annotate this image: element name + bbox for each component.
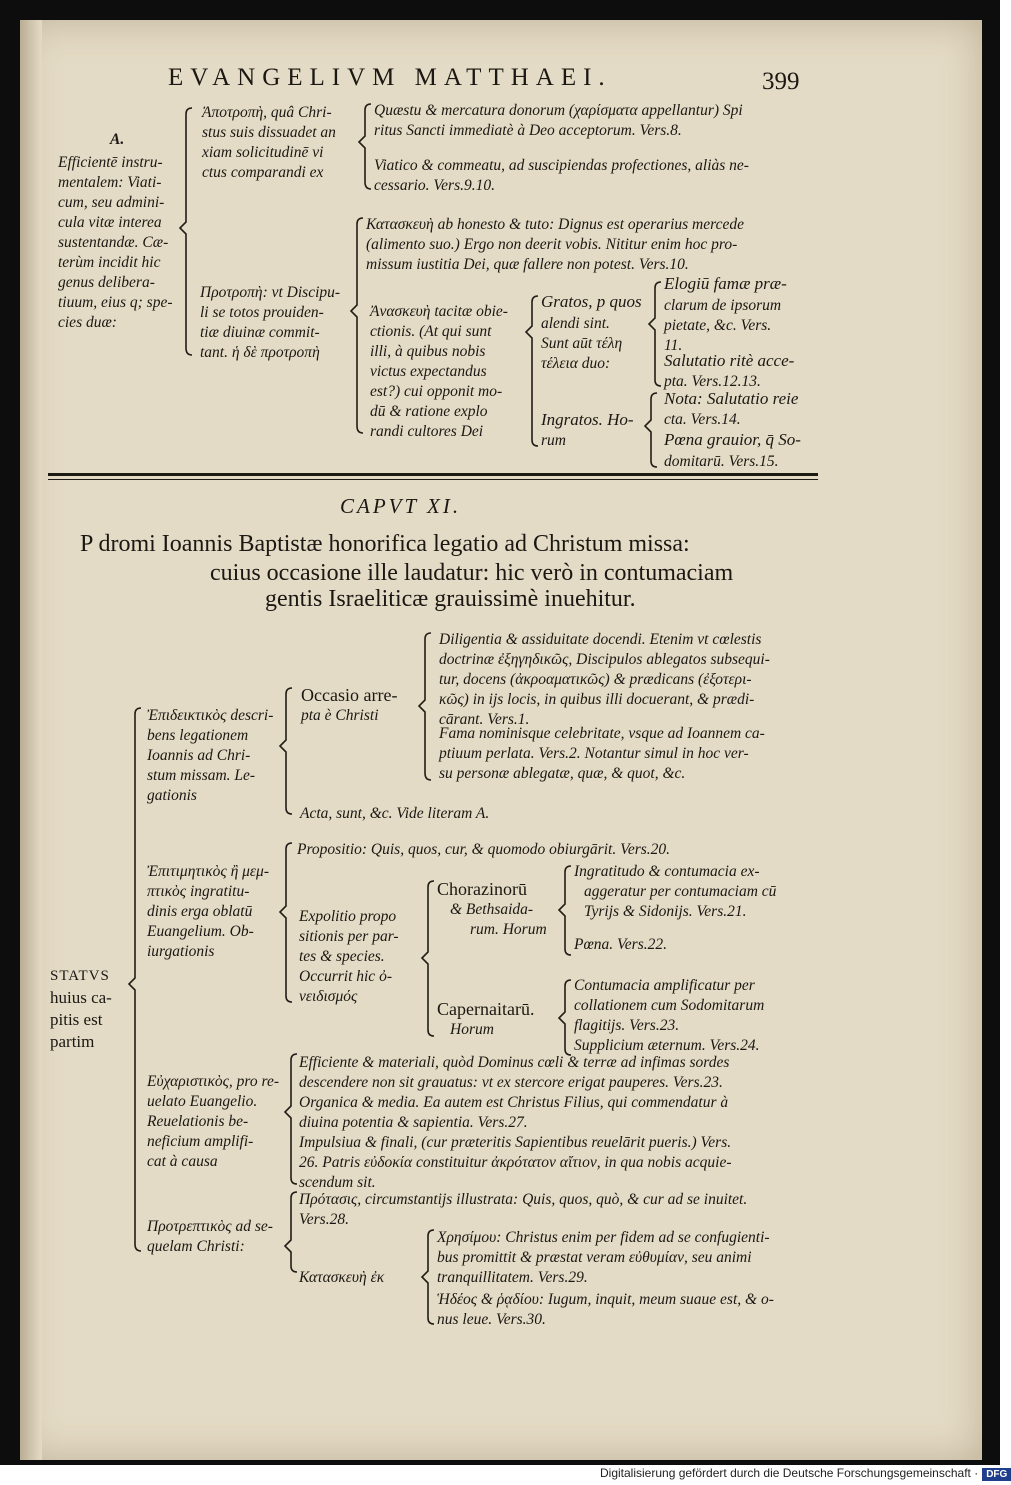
section-divider-thin [48,479,818,480]
running-head: EVANGELIVM MATTHAEI. [168,64,612,91]
chapter-heading: CAPVT XI. [340,494,462,518]
section-divider-thick [48,473,818,476]
acta-entry: Acta, sunt, &c. Vide literam A. [300,805,490,822]
brace-epitimetikos [280,843,292,1002]
section-marker-a: A. [110,131,125,148]
propositio-entry: Propositio: Quis, quos, cur, & quomodo obiurgārit. Vers.20. [297,841,671,858]
brace-a-protrope [351,218,363,433]
brace-chorazin [559,866,571,955]
brace-a-ingratos [645,393,657,467]
brace-epideiktikos [280,688,292,814]
brace-protreptikos [285,1192,297,1272]
poena-entry-2: Pœna. Vers.22. [574,936,667,953]
brace-expolitio [422,881,434,1036]
brace-a-apotrope [359,104,371,189]
brace-a-anaskeue [526,296,538,446]
brace-eucharistikos [285,1054,297,1184]
digitization-credit [600,1466,1011,1481]
page-number: 399 [762,68,800,95]
kataskeue-ek: Κατασκευὴ ἐκ [299,1269,385,1286]
brace-kataskeue [422,1230,434,1324]
brace-a-gratos [649,282,661,386]
brace-occasio [419,633,431,780]
brace-a-main [180,108,192,355]
dfg-logo: DFG [982,1468,1011,1481]
brace-capernaum [559,980,571,1055]
credit-text: Digitalisierung gefördert durch die Deutsche Forschungsgemeinschaft · [600,1466,979,1480]
supplicium-entry: Supplicium æternum. Vers.24. [574,1037,760,1054]
brace-status [129,708,141,1251]
